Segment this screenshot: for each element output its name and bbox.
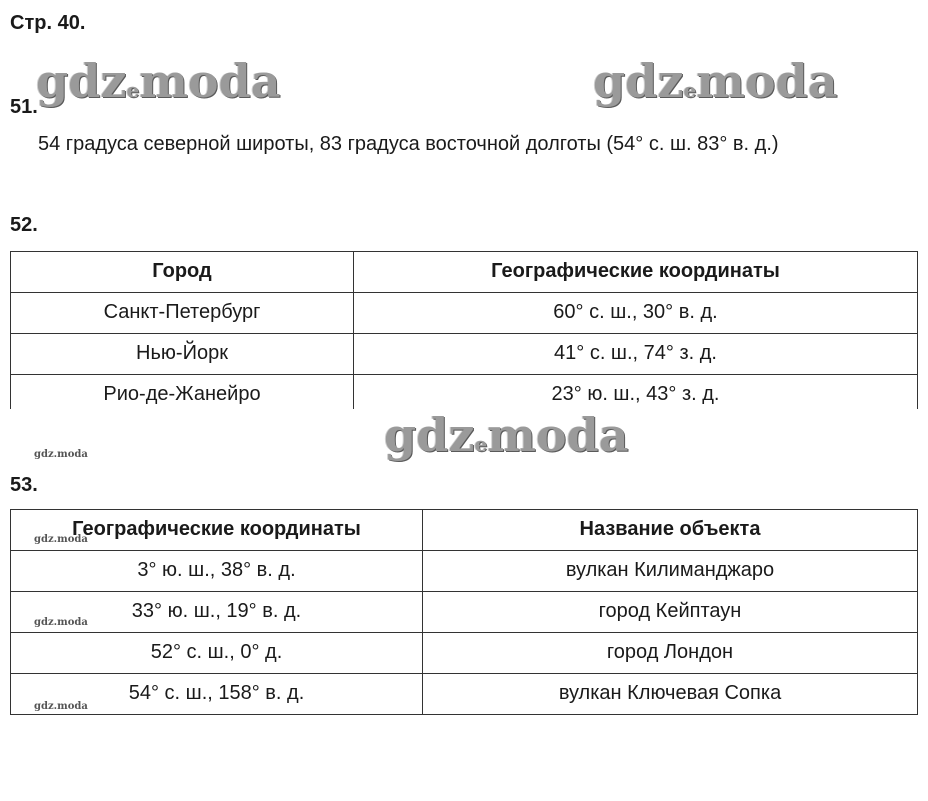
table-header-cell: Географические координаты bbox=[354, 252, 918, 293]
watermark-logo: gdzemoda bbox=[36, 54, 281, 108]
table-row bbox=[11, 592, 918, 633]
table-row bbox=[11, 375, 918, 410]
table-header-cell: Название объекта bbox=[423, 510, 918, 551]
table-cell: город Лондон bbox=[423, 633, 918, 674]
coordinates-table-52 bbox=[10, 251, 918, 409]
table-cell: 54° с. ш., 158° в. д. bbox=[11, 674, 423, 715]
task-51-answer: 54 градуса северной широты, 83 градуса восточной долготы (54° с. ш. 83° в. д.) bbox=[38, 133, 779, 155]
task-number-53: 53. bbox=[10, 474, 38, 496]
table-header-row bbox=[11, 252, 918, 293]
table-cell: Нью-Йорк bbox=[11, 334, 354, 375]
watermark-logo: gdzemoda bbox=[593, 54, 838, 108]
table-cell: 3° ю. ш., 38° в. д. bbox=[11, 551, 423, 592]
table-header-cell: Город bbox=[11, 252, 354, 293]
table-cell: вулкан Килиманджаро bbox=[423, 551, 918, 592]
coordinates-table-53 bbox=[10, 509, 918, 715]
page-heading: Стр. 40. bbox=[10, 12, 86, 34]
watermark-small: gdz.moda bbox=[34, 534, 88, 545]
table-cell: 23° ю. ш., 43° з. д. bbox=[354, 375, 918, 410]
table-cell: Санкт-Петербург bbox=[11, 293, 354, 334]
table-row bbox=[11, 633, 918, 674]
table-row bbox=[11, 293, 918, 334]
watermark-logo: gdzemoda bbox=[384, 408, 629, 462]
watermark-small: gdz.moda bbox=[34, 617, 88, 628]
table-cell: вулкан Ключевая Сопка bbox=[423, 674, 918, 715]
table-cell: город Кейптаун bbox=[423, 592, 918, 633]
task-number-52: 52. bbox=[10, 214, 38, 236]
table-row bbox=[11, 674, 918, 715]
table-cell: 52° с. ш., 0° д. bbox=[11, 633, 423, 674]
table-header-row bbox=[11, 510, 918, 551]
watermark-small: gdz.moda bbox=[34, 701, 88, 712]
table-row bbox=[11, 334, 918, 375]
table-cell: 41° с. ш., 74° з. д. bbox=[354, 334, 918, 375]
watermark-small: gdz.moda bbox=[34, 449, 88, 460]
table-row bbox=[11, 551, 918, 592]
task-number-51: 51. bbox=[10, 96, 38, 118]
table-cell: 33° ю. ш., 19° в. д. bbox=[11, 592, 423, 633]
table-cell: Рио-де-Жанейро bbox=[11, 375, 354, 410]
table-header-cell: Географические координаты bbox=[11, 510, 423, 551]
table-cell: 60° с. ш., 30° в. д. bbox=[354, 293, 918, 334]
